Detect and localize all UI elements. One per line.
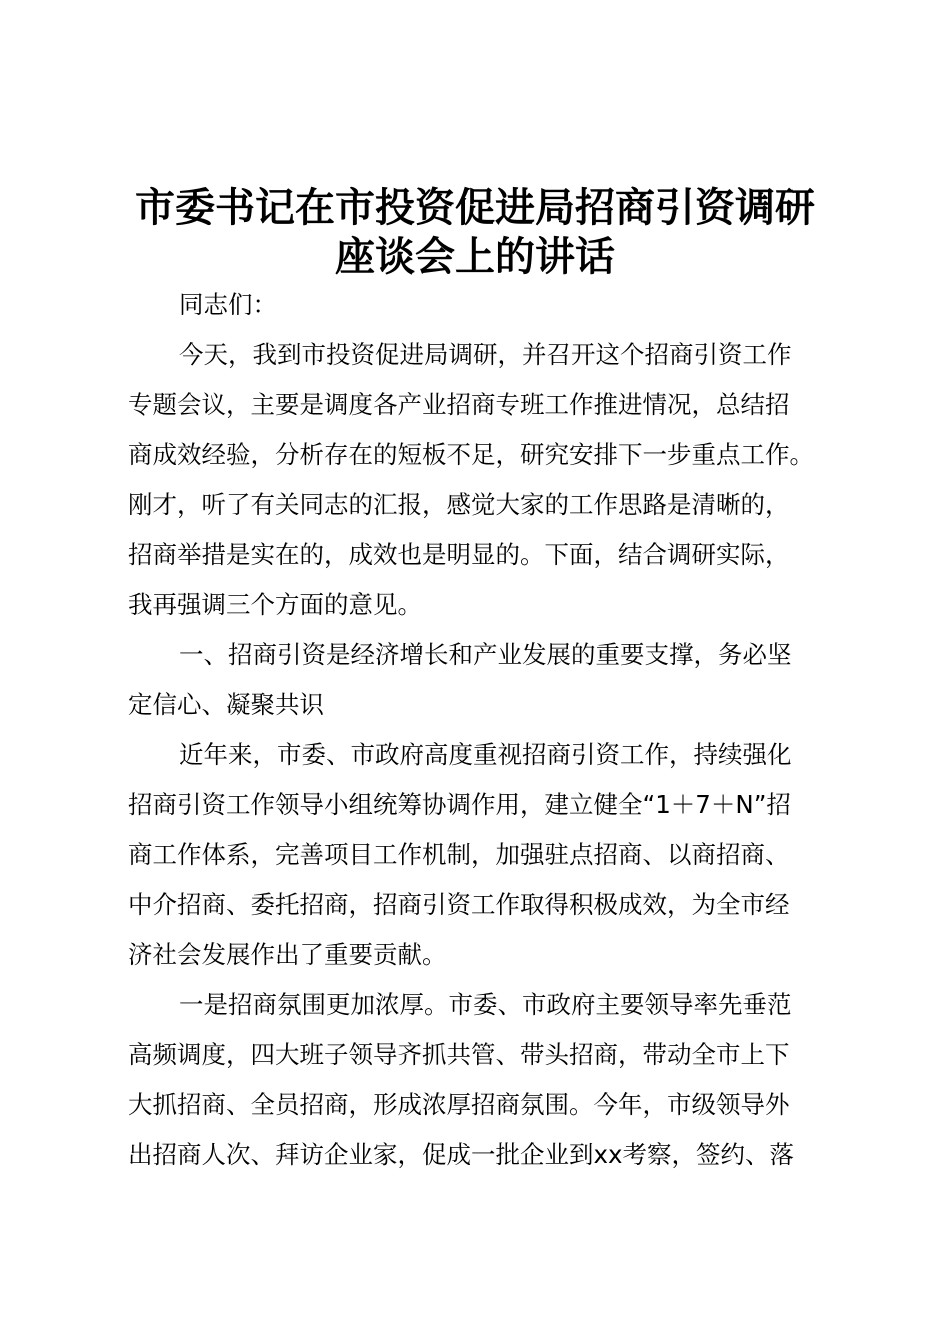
paragraph-3-line: 高频调度，四大班子领导齐抓共管、带头招商，带动全市上下 <box>128 1040 790 1069</box>
paragraph-1 <box>128 330 848 630</box>
document-title-line-2: 座谈会上的讲话 <box>335 234 615 280</box>
document-title-line-1: 市委书记在市投资促进局招商引资调研 <box>135 185 815 231</box>
section-heading-1-line: 一、招商引资是经济增长和产业发展的重要支撑，务必坚 <box>179 640 792 669</box>
paragraph-1-line: 商成效经验，分析存在的短板不足，研究安排下一步重点工作。 <box>128 440 814 469</box>
salutation: 同志们： <box>179 290 277 319</box>
section-heading-1-line: 定信心、凝聚共识 <box>128 690 324 719</box>
paragraph-1-line: 刚才，听了有关同志的汇报，感觉大家的工作思路是清晰的， <box>128 490 790 519</box>
paragraph-3 <box>128 980 848 1180</box>
paragraph-2-line: 济社会发展作出了重要贡献。 <box>128 940 447 969</box>
paragraph-2 <box>128 730 848 980</box>
paragraph-3-line: 大抓招商、全员招商，形成浓厚招商氛围。今年，市级领导外 <box>128 1090 790 1119</box>
paragraph-3-line: 一是招商氛围更加浓厚。市委、市政府主要领导率先垂范 <box>179 990 792 1019</box>
paragraph-2-line: 中介招商、委托招商，招商引资工作取得积极成效，为全市经 <box>128 890 790 919</box>
paragraph-1-line: 专题会议，主要是调度各产业招商专班工作推进情况，总结招 <box>128 390 790 419</box>
paragraph-2-line: 商工作体系，完善项目工作机制，加强驻点招商、以商招商、 <box>128 840 790 869</box>
document-body <box>128 280 848 1180</box>
paragraph-1-line: 招商举措是实在的，成效也是明显的。下面，结合调研实际， <box>128 540 790 569</box>
paragraph-3-line: 出招商人次、拜访企业家，促成一批企业到xx考察，签约、落 <box>128 1140 794 1169</box>
paragraph-1-line: 今天，我到市投资促进局调研，并召开这个招商引资工作 <box>179 340 792 369</box>
section-heading-1 <box>128 630 848 730</box>
paragraph-2-line: 招商引资工作领导小组统筹协调作用，建立健全“1＋7＋N”招 <box>128 790 791 819</box>
paragraph-2-line: 近年来，市委、市政府高度重视招商引资工作，持续强化 <box>179 740 792 769</box>
paragraph-1-line: 我再强调三个方面的意见。 <box>128 590 422 619</box>
